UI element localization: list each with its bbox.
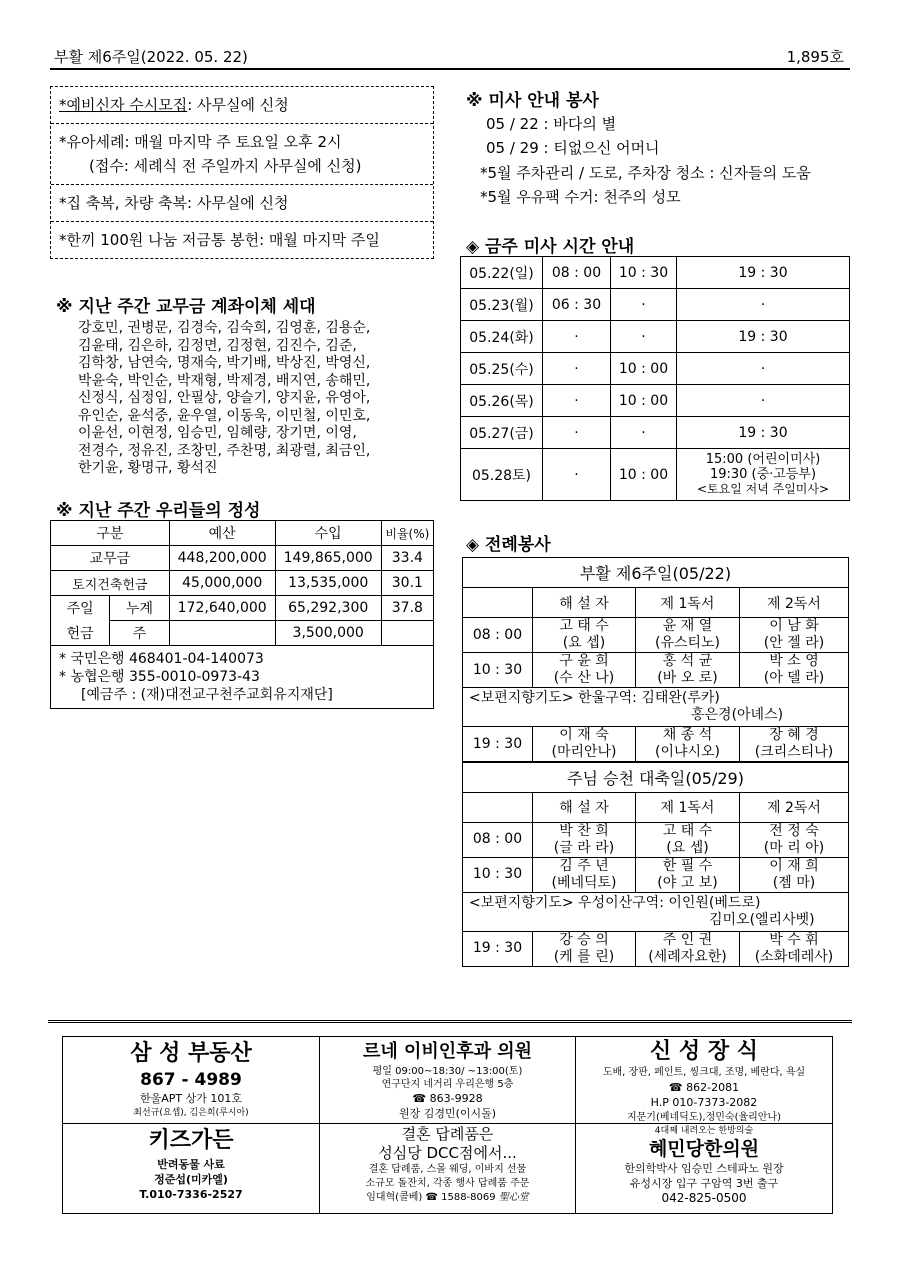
- person-baptismal: (글 라 라): [553, 839, 615, 856]
- mass-time: ·: [677, 289, 850, 321]
- person-name: 홍 석 균: [662, 653, 713, 669]
- ad-interior: [576, 1039, 832, 1123]
- mass-time: ·: [677, 385, 850, 417]
- bank-info: [51, 646, 433, 708]
- ad-line: 정준섭(미카엘): [154, 1173, 228, 1186]
- ad-line: 도배, 장판, 페인트, 씽크대, 조명, 베란다, 욕실: [602, 1067, 806, 1078]
- person-name: 박 소 영: [769, 653, 819, 669]
- offering-head: 수입: [275, 521, 381, 546]
- liturgy-person: [636, 931, 740, 966]
- ad-tagline: 4대째 내려오는 한방의술: [654, 1126, 754, 1136]
- mass-row: [461, 449, 850, 501]
- liturgy-person: [533, 653, 636, 688]
- prayer-group: [463, 892, 849, 931]
- liturgy-week-title: 주님 승천 대축일(05/29): [463, 762, 849, 792]
- mass-date: 05.23(월): [461, 289, 543, 321]
- liturgy-person: [740, 931, 849, 966]
- notice-baptism-line1: *유아세례: 매월 마지막 주 토요일 오후 2시: [59, 133, 342, 151]
- liturgy-person: [636, 653, 740, 688]
- person-baptismal: (이냐시오): [654, 744, 721, 760]
- offering-box: [50, 520, 434, 709]
- person-baptismal: (젬 마): [772, 874, 816, 891]
- offering-cell: 13,535,000: [275, 571, 381, 596]
- offering-cell: 3,500,000: [275, 621, 381, 646]
- ad-title: 신 성 장 식: [650, 1039, 758, 1064]
- liturgy-time: 10 : 30: [463, 653, 533, 688]
- liturgy-week-title: 부활 제6주일(05/22): [463, 558, 849, 588]
- liturgy-person: [636, 618, 740, 653]
- person-baptismal: (요 셉): [666, 839, 709, 856]
- issue-number: 1,895호: [786, 48, 844, 66]
- mass-service-line: *5월 주차관리 / 도로, 주차장 청소 : 신자들의 도움: [480, 164, 811, 182]
- liturgy-time: 19 : 30: [463, 727, 533, 763]
- offering-cell: 37.8: [381, 596, 433, 621]
- liturgy-head: 제 2독서: [740, 588, 849, 618]
- offering-cell: 448,200,000: [169, 546, 275, 571]
- offering-cell: 172,640,000: [169, 596, 275, 621]
- mass-time: ·: [543, 417, 611, 449]
- liturgy-person: [533, 727, 636, 763]
- mass-time: ·: [543, 321, 611, 353]
- offering-cell: 헌금: [51, 621, 110, 646]
- ad-phone: 867 - 4989: [140, 1070, 242, 1090]
- mass-service-line: 05 / 22 : 바다의 별: [486, 115, 617, 133]
- liturgy-empty-cell: [463, 792, 533, 822]
- person-name: 고 태 수: [559, 618, 609, 634]
- person-name: 박 수 휘: [769, 931, 819, 948]
- mass-row: [461, 289, 850, 321]
- ad-phone: 042-825-0500: [661, 1191, 747, 1205]
- bakery-logo: 聖心堂: [498, 1192, 529, 1203]
- ad-line: 원장 김경민(이시돌): [398, 1107, 497, 1120]
- mass-time: ·: [543, 353, 611, 385]
- person-baptismal: (바 오 로): [657, 670, 718, 686]
- mass-service-list: [486, 112, 660, 160]
- offering-cell: 45,000,000: [169, 571, 275, 596]
- transfer-line: 신정식, 심정임, 안필상, 양슬기, 양지윤, 유영아,: [78, 390, 371, 406]
- person-baptismal: (베네딕토): [551, 874, 617, 891]
- mass-time: 06 : 30: [543, 289, 611, 321]
- saturday-line: 19:30 (중·고등부): [709, 467, 817, 482]
- person-name: 고 태 수: [662, 822, 713, 839]
- mass-date: 05.25(수): [461, 353, 543, 385]
- mass-service-title: ※ 미사 안내 봉사: [466, 91, 599, 111]
- ad-title: 혜민당한의원: [648, 1138, 760, 1160]
- person-name: 김 주 년: [559, 857, 609, 874]
- transfer-line: 박윤숙, 박인순, 박재형, 박제경, 배지연, 송해민,: [78, 372, 371, 389]
- person-baptismal: (세례자요한): [648, 948, 727, 965]
- mass-row: [461, 417, 850, 449]
- saturday-note: <토요일 저녁 주일미사>: [696, 482, 830, 496]
- mass-date: 05.28토): [461, 449, 543, 501]
- ad-ent-clinic: [320, 1039, 575, 1123]
- transfer-line: 이윤선, 이현정, 임승민, 임혜량, 장기면, 이영,: [78, 425, 357, 441]
- bank-line: * 농협은행 355-0010-0973-43: [59, 669, 260, 685]
- mass-service-notes: [480, 161, 811, 209]
- person-name: 이 재 희: [769, 857, 819, 874]
- ad-kids-garden: [63, 1125, 319, 1213]
- prayer-line: 홍은경(아녜스): [691, 707, 784, 723]
- ad-phone: ☎ 862-2081: [668, 1081, 740, 1094]
- prayer-group: [463, 688, 849, 727]
- mass-time: ·: [543, 385, 611, 417]
- person-baptismal: (안 젤 라): [763, 635, 825, 651]
- notice-piggybank: *한끼 100원 나눔 저금통 봉헌: 매월 마지막 주일: [59, 231, 380, 249]
- person-baptismal: (요 셉): [562, 635, 606, 651]
- person-baptismal: (케 를 린): [553, 948, 615, 965]
- person-name: 윤 재 열: [662, 618, 713, 634]
- mass-times-table: [460, 256, 850, 501]
- liturgy-empty-cell: [463, 588, 533, 618]
- mass-time: 08 : 00: [543, 257, 611, 289]
- ad-oriental-clinic: [576, 1125, 832, 1213]
- liturgy-head: 제 2독서: [740, 792, 849, 822]
- offering-cell: 누계: [110, 596, 169, 621]
- transfer-title: ※ 지난 주간 교무금 계좌이체 세대: [56, 297, 316, 317]
- offering-cell: 149,865,000: [275, 546, 381, 571]
- liturgy-time: 19 : 30: [463, 931, 533, 966]
- transfer-line: 김학창, 남연숙, 명재숙, 박기배, 박상진, 박영신,: [78, 355, 371, 371]
- offering-cell: 주일: [51, 596, 110, 621]
- ad-line: 결혼 답례품, 스몰 웨딩, 이바지 선물: [368, 1164, 527, 1175]
- mass-row: [461, 385, 850, 417]
- mass-time: ·: [543, 449, 611, 501]
- mass-date: 05.22(일): [461, 257, 543, 289]
- person-name: 채 종 석: [662, 727, 713, 743]
- mass-time: ·: [611, 289, 677, 321]
- mass-row: [461, 257, 850, 289]
- ad-title: 키즈가든: [148, 1128, 234, 1153]
- offering-cell: 주: [110, 621, 169, 646]
- liturgy-person: [533, 931, 636, 966]
- mass-time: ·: [611, 417, 677, 449]
- liturgy-person: [636, 727, 740, 763]
- ad-line: 지문기(베네딕도),정민숙(율리안나): [626, 1112, 782, 1123]
- liturgy-person: [740, 822, 849, 857]
- prayer-line: <보편지향기도> 한울구역: 김태완(루카): [469, 690, 720, 706]
- mass-time: 19 : 30: [677, 257, 850, 289]
- liturgy-head: 제 1독서: [636, 792, 740, 822]
- person-name: 강 승 의: [559, 931, 609, 948]
- person-baptismal: (유스티노): [654, 635, 721, 651]
- liturgy-person: [636, 822, 740, 857]
- person-baptismal: (야 고 보): [657, 874, 718, 891]
- offering-title: ※ 지난 주간 우리들의 정성: [56, 501, 261, 521]
- offering-cell: [169, 621, 275, 646]
- mass-service-line: *5월 우유팩 수거: 천주의 성모: [480, 188, 681, 206]
- ad-line: 반려동물 사료: [157, 1158, 225, 1171]
- transfer-names: [78, 320, 438, 478]
- person-name: 이 남 화: [769, 618, 819, 634]
- offering-head: 비율(%): [381, 521, 433, 546]
- mass-time: 10 : 00: [611, 353, 677, 385]
- mass-time: 19 : 30: [677, 417, 850, 449]
- ad-line: 최선규(요셉), 김은희(루시아): [133, 1108, 249, 1118]
- ad-realestate: [63, 1039, 319, 1123]
- mass-date: 05.27(금): [461, 417, 543, 449]
- notice-catechumen: [51, 87, 433, 124]
- offering-cell: [381, 621, 433, 646]
- offering-cell: 65,292,300: [275, 596, 381, 621]
- mass-time: ·: [611, 321, 677, 353]
- ad-title: 삼 성 부동산: [130, 1041, 252, 1066]
- mass-time: 10 : 30: [611, 257, 677, 289]
- person-baptismal: (소화데레사): [754, 948, 834, 965]
- bank-holder: [예금주 : (재)대전교구천주교회유지재단]: [81, 687, 333, 703]
- mass-time: 10 : 00: [611, 449, 677, 501]
- liturgy-head: 해 설 자: [533, 588, 636, 618]
- transfer-line: 전경수, 정유진, 조창민, 주찬명, 최광렬, 최금인,: [78, 442, 371, 459]
- offering-cell: 33.4: [381, 546, 433, 571]
- liturgy-table: [462, 557, 849, 967]
- mass-row: [461, 353, 850, 385]
- offering-table: [50, 520, 434, 646]
- ad-line: 연구단지 네거리 우리은행 5층: [381, 1079, 514, 1090]
- person-name: 주 인 권: [662, 931, 713, 948]
- ad-divider: [63, 1123, 832, 1124]
- liturgy-person: [533, 618, 636, 653]
- notice-baptism-line2: (접수: 세례식 전 주일까지 사무실에 신청): [89, 157, 362, 175]
- prayer-line: 김미오(엘리사벳): [709, 911, 815, 928]
- person-name: 장 혜 경: [769, 727, 819, 743]
- person-baptismal: (마리안나): [551, 744, 617, 760]
- advertisement-grid: [62, 1036, 833, 1214]
- bulletin-date: 부활 제6주일(2022. 05. 22): [54, 48, 248, 66]
- offering-cell: 토지건축헌금: [51, 571, 170, 596]
- liturgy-person: [533, 857, 636, 892]
- offering-head: 예산: [169, 521, 275, 546]
- ad-title: 성심당 DCC점에서...: [378, 1144, 517, 1162]
- liturgy-time: 08 : 00: [463, 618, 533, 653]
- ad-title: 결혼 답례품은: [401, 1125, 494, 1143]
- ad-phone: H.P 010-7373-2082: [650, 1096, 758, 1109]
- person-name: 한 필 수: [662, 857, 713, 874]
- mass-time: 19 : 30: [677, 321, 850, 353]
- person-baptismal: (수 산 나): [553, 670, 615, 686]
- liturgy-head: 해 설 자: [533, 792, 636, 822]
- mass-time-saturday: [677, 449, 850, 501]
- transfer-line: 강호민, 권병문, 김경숙, 김숙희, 김영훈, 김용순,: [78, 320, 371, 336]
- person-baptismal: (크리스티나): [754, 744, 834, 760]
- prayer-line: <보편지향기도> 우성이산구역: 이인원(베드로): [469, 894, 761, 911]
- liturgy-time: 10 : 30: [463, 857, 533, 892]
- notice-blessing: *집 축복, 차량 축복: 사무실에 신청: [51, 185, 433, 222]
- ad-phone: T.010-7336-2527: [139, 1188, 243, 1201]
- liturgy-person: [740, 857, 849, 892]
- ad-title: 르네 이비인후과 의원: [362, 1041, 533, 1062]
- footer-divider: [48, 1020, 852, 1023]
- ad-line: 소규모 돌잔치, 각종 행사 답례품 주문: [365, 1178, 530, 1189]
- bank-line: * 국민은행 468401-04-140073: [59, 651, 264, 667]
- header-divider: [50, 68, 850, 70]
- liturgy-person: [740, 653, 849, 688]
- liturgy-person: [740, 618, 849, 653]
- mass-time: 10 : 00: [611, 385, 677, 417]
- mass-time: ·: [677, 353, 850, 385]
- mass-row: [461, 321, 850, 353]
- mass-times-title: ◈ 금주 미사 시간 안내: [466, 237, 635, 257]
- notice-baptism: [51, 124, 433, 185]
- notice-catechumen-label: *예비신자 수시모집: [59, 96, 188, 114]
- mass-service-line: 05 / 29 : 티없으신 어머니: [486, 139, 660, 157]
- mass-date: 05.26(목): [461, 385, 543, 417]
- offering-head: 구분: [51, 521, 170, 546]
- ad-line: 한울APT 상가 101호: [140, 1092, 242, 1105]
- transfer-line: 유인순, 윤석중, 윤우열, 이동욱, 이민철, 이민호,: [78, 407, 371, 424]
- liturgy-time: 08 : 00: [463, 822, 533, 857]
- ad-contact: 임대혁(콜베) ☎ 1588-8069: [366, 1192, 496, 1203]
- offering-cell: 교무금: [51, 546, 170, 571]
- notice-box: [50, 86, 434, 259]
- notice-catechumen-text: : 사무실에 신청: [187, 96, 289, 114]
- ad-bakery: [320, 1125, 575, 1213]
- person-baptismal: (아 델 라): [763, 670, 825, 686]
- ad-line: 유성시장 입구 구암역 3번 출구: [629, 1177, 779, 1190]
- offering-cell: 30.1: [381, 571, 433, 596]
- person-name: 구 윤 희: [559, 653, 609, 669]
- ad-line: 평일 09:00~18:30/ ~13:00(토): [372, 1066, 523, 1077]
- ad-line: 한의학박사 임승민 스테파노 원장: [624, 1162, 784, 1175]
- transfer-line: 김윤태, 김은하, 김정면, 김정현, 김진수, 김준,: [78, 337, 357, 354]
- mass-date: 05.24(화): [461, 321, 543, 353]
- ad-phone: [320, 1191, 575, 1205]
- liturgy-person: [636, 857, 740, 892]
- liturgy-person: [533, 822, 636, 857]
- liturgy-person: [740, 727, 849, 763]
- saturday-line: 15:00 (어린이미사): [705, 452, 821, 467]
- transfer-line: 한기윤, 황명규, 황석진: [78, 460, 218, 476]
- liturgy-title: ◈ 전례봉사: [466, 535, 551, 555]
- ad-phone: ☎ 863-9928: [412, 1092, 483, 1105]
- person-baptismal: (마 리 아): [763, 839, 825, 856]
- person-name: 전 정 숙: [769, 822, 819, 839]
- liturgy-head: 제 1독서: [636, 588, 740, 618]
- person-name: 이 재 숙: [559, 727, 609, 743]
- person-name: 박 찬 희: [559, 822, 609, 839]
